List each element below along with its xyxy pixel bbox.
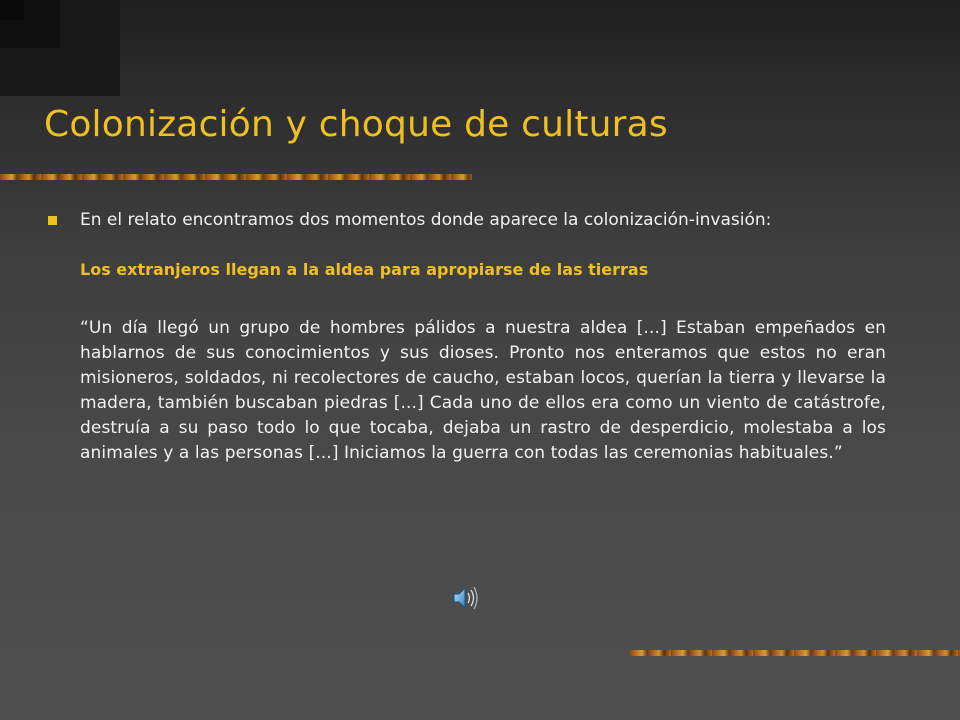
bullet-item xyxy=(44,208,886,233)
speaker-icon[interactable] xyxy=(448,582,480,614)
bullet-text: En el relato encontramos dos momentos donde aparece la colonización-invasión: xyxy=(80,210,772,230)
corner-decoration xyxy=(0,0,120,96)
subheading: Los extranjeros llegan a la aldea para apropiarse de las tierras xyxy=(80,260,649,279)
corner-decoration-tiny xyxy=(0,0,24,20)
square-bullet-icon xyxy=(48,216,57,225)
speaker-icon-graphic xyxy=(448,582,480,614)
slide-body xyxy=(44,208,886,466)
title-underline-decoration xyxy=(0,174,472,180)
bottom-right-decoration xyxy=(630,650,960,656)
slide-title: Colonización y choque de culturas xyxy=(44,104,668,145)
quote-text: “Un día llegó un grupo de hombres pálidos a nuestra aldea [...] Estaban empeñados en hablarnos de sus conocimientos y sus dioses. Pronto nos enteramos que estos no eran misioneros, soldados, ni recolectores de caucho, estaban locos, querían la tierra y llevarse la madera, también buscaban piedras [...] Cada uno de ellos era como un viento de catástrofe, destruía a su paso todo lo que tocaba, dejaba un rastro de desperdicio, molestaba a los animales y a las personas [...] Iniciamos la guerra con todas las ceremonias habituales.” xyxy=(80,318,886,463)
